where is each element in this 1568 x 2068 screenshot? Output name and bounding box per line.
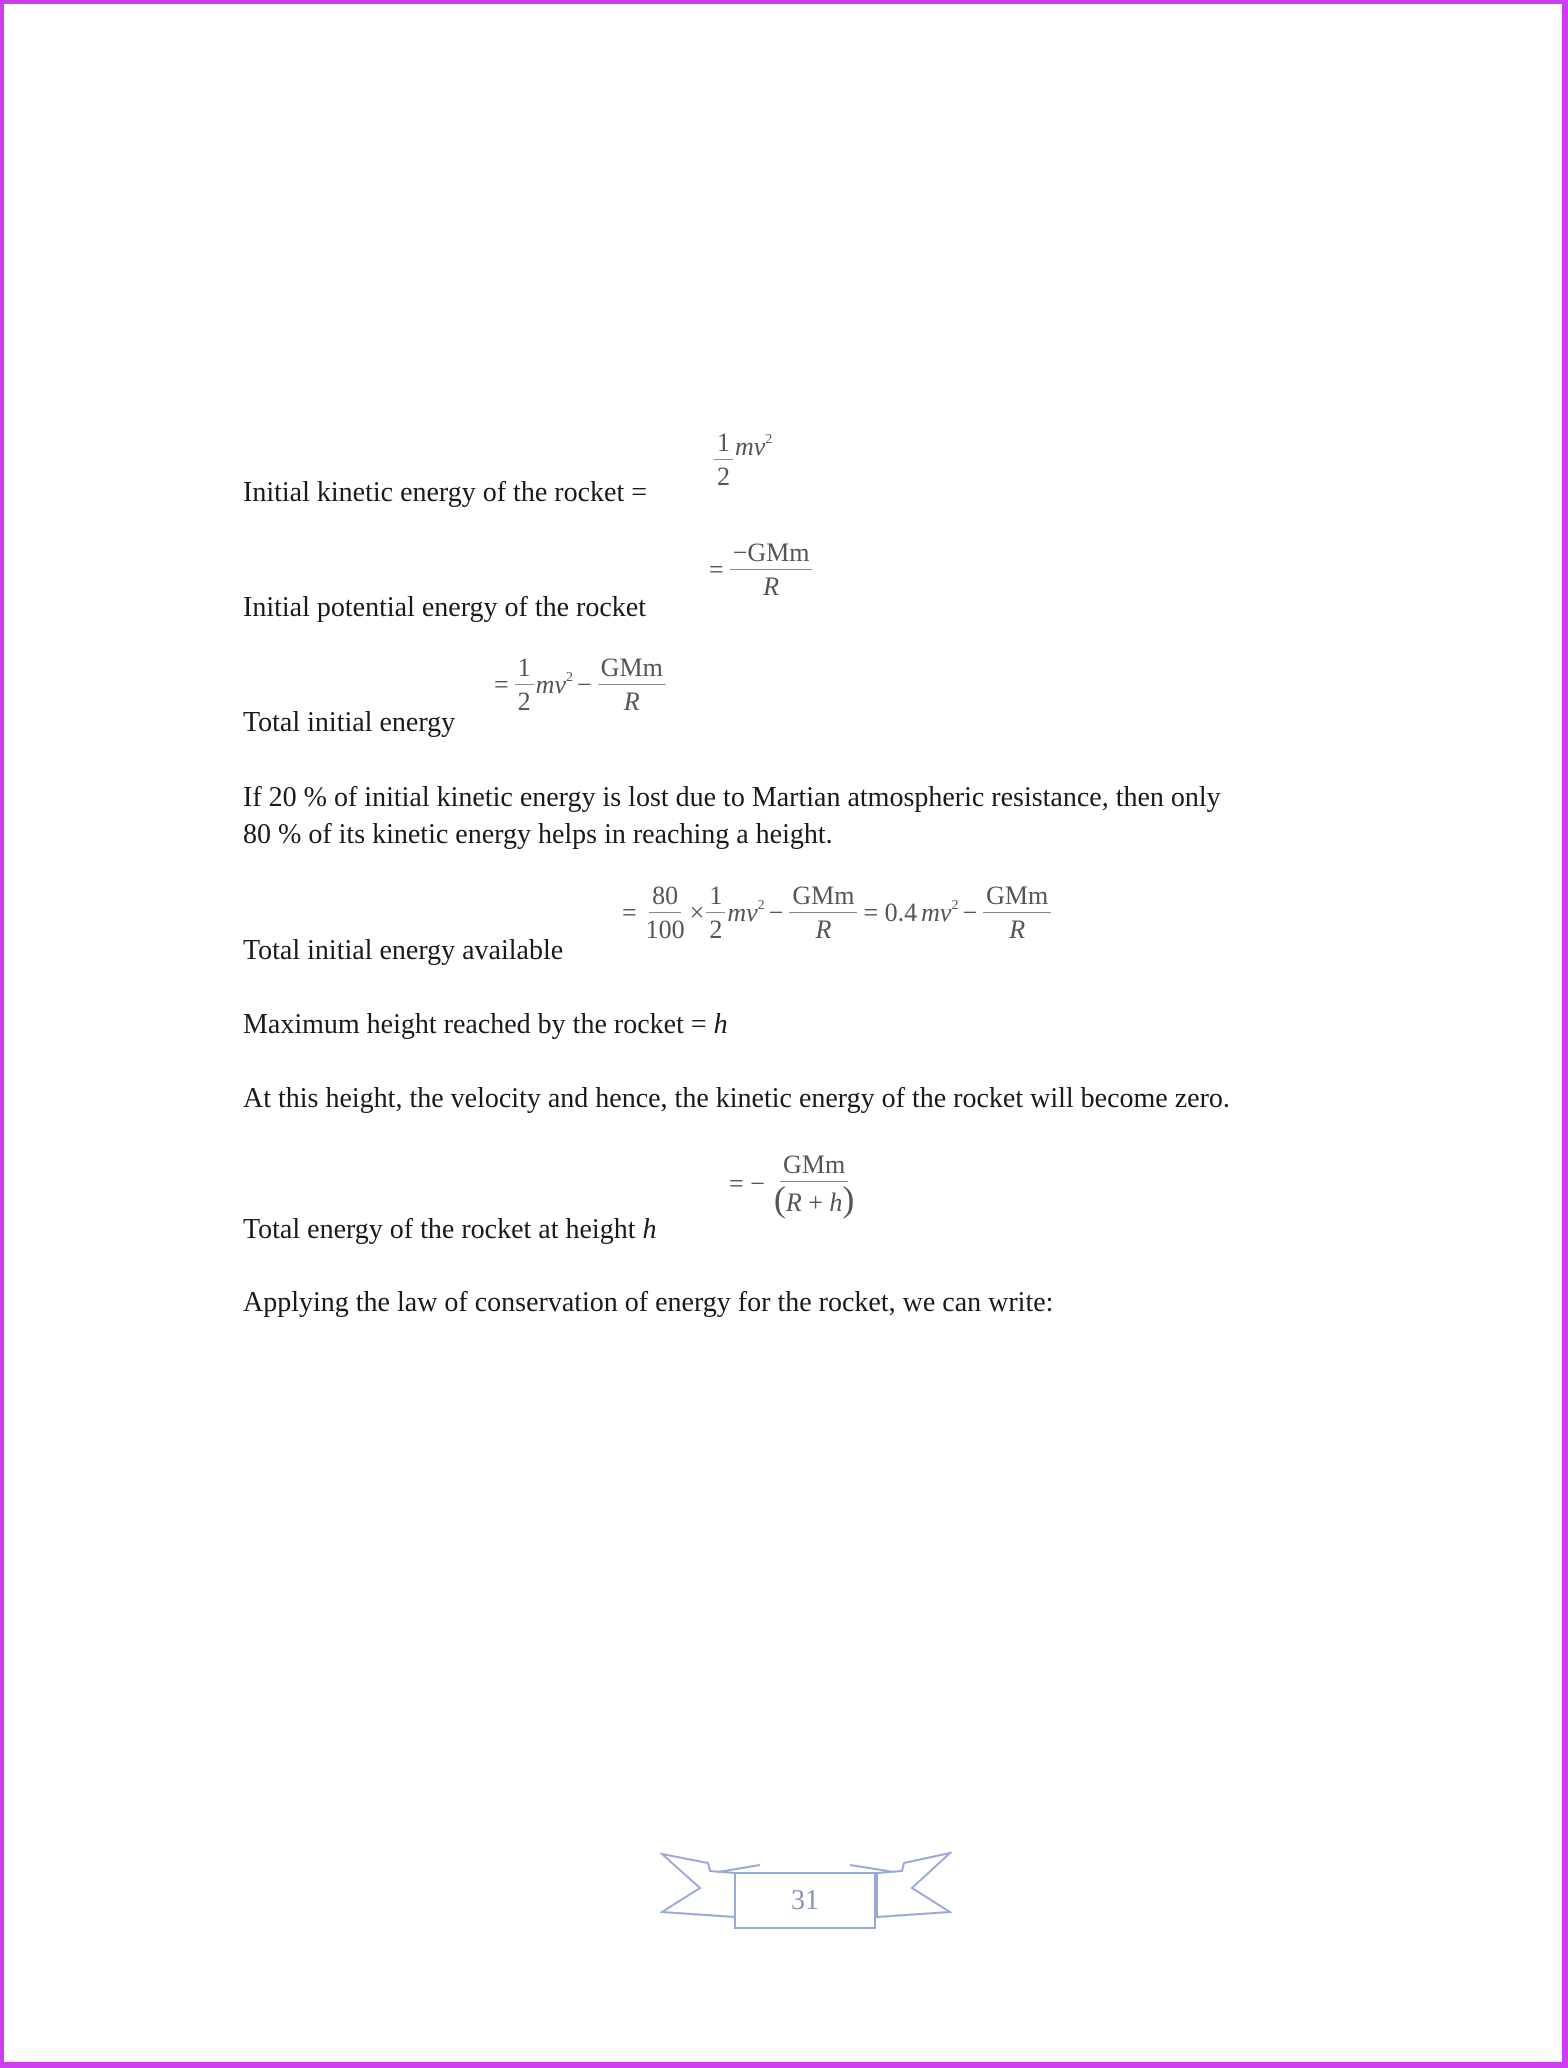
zero-kinetic-energy-line: At this height, the velocity and hence, the kinetic energy of the rocket will become zero. <box>243 1083 1230 1114</box>
energy-at-height-text: Total energy of the rocket at height <box>243 1214 643 1245</box>
fraction-80-100: $\frac{80}{100}$ <box>645 881 685 944</box>
times-sign: × <box>689 898 705 927</box>
total-energy-formula <box>490 655 668 715</box>
paragraph-line-2: 80 % of its kinetic energy helps in reaching a height. <box>243 819 833 850</box>
variable-h: h <box>642 1214 657 1245</box>
minus-sign: − <box>768 898 784 927</box>
max-height-text: Maximum height reached by the rocket = <box>243 1009 714 1040</box>
numerator: 1 <box>714 430 733 460</box>
pe-formula <box>705 540 814 600</box>
fraction-half: $\frac{1}{2}$ <box>706 883 725 943</box>
fraction-half <box>714 430 733 490</box>
conservation-line: Applying the law of conservation of energy for the rocket, we can write: <box>243 1287 1054 1318</box>
paragraph-line-1: If 20 % of initial kinetic energy is lost due to Martian atmospheric resistance, then only <box>243 782 1221 813</box>
fraction-gmm-r: $\frac{\text{GMm}}{R}$ <box>983 883 1051 943</box>
numerator: −GMm <box>730 540 813 570</box>
mv-squared: $mv^2$ <box>727 898 765 927</box>
denominator: R <box>763 572 779 601</box>
minus-sign: − <box>962 898 978 927</box>
energy-at-height-line <box>243 1211 657 1248</box>
ke-formula <box>712 430 772 490</box>
equals-sign: = <box>494 670 509 699</box>
minus-sign: − <box>577 670 592 699</box>
fraction-half: $\frac{1}{2}$ <box>515 655 534 715</box>
available-energy-formula <box>618 883 1053 943</box>
ke-label: Initial kinetic energy of the rocket = <box>243 477 648 508</box>
equals-coefficient: = 0.4 <box>863 898 918 927</box>
mv-squared: $mv^2$ <box>735 432 773 461</box>
equals-sign: = <box>709 555 724 584</box>
fraction-gmm-r-plus-h: $\frac{\text{GMm}}{(R + h)}$ <box>773 1150 855 1219</box>
mv-squared: $mv^2$ <box>921 898 959 927</box>
max-height-line <box>243 1006 728 1043</box>
available-energy-label: Total initial energy available <box>243 935 564 966</box>
fraction-gmm-r: $\frac{\text{GMm}}{R}$ <box>789 883 857 943</box>
equals-sign: = <box>622 898 637 927</box>
total-energy-label: Total initial energy <box>243 707 456 738</box>
page-number: 31 <box>791 1884 819 1916</box>
energy-at-height-formula <box>725 1150 859 1219</box>
variable-h: h <box>713 1009 728 1040</box>
denominator: 2 <box>717 462 730 491</box>
fraction-gmm-r <box>730 540 813 600</box>
fraction-gmm-r: $\frac{\text{GMm}}{R}$ <box>598 655 666 715</box>
pe-label: Initial potential energy of the rocket <box>243 592 647 623</box>
mv-squared: $mv^2$ <box>535 670 573 699</box>
equals-minus-sign: = − <box>729 1169 765 1198</box>
